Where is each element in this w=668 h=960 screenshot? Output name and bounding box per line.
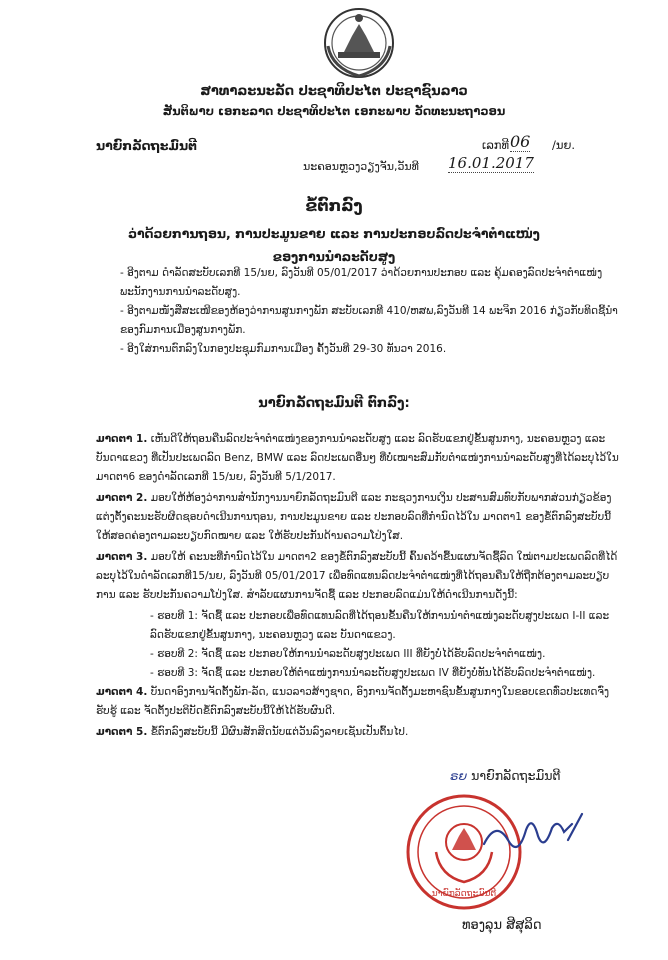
article-3 xyxy=(96,548,624,605)
document-title: ຂໍ້ຕົກລົງ xyxy=(305,196,363,215)
country-name: ສາທາລະນະລັດ ປະຊາທິປະໄຕ ປະຊາຊົນລາວ xyxy=(200,84,468,99)
national-motto: ສັນຕິພາບ ເອກະລາດ ປະຊາທິປະໄຕ ເອກະພາບ ວັດທະນະຖາວອນ xyxy=(162,104,506,118)
issuer-title: ນາຍົກລັດຖະມົນຕີ xyxy=(96,138,197,153)
article-text: ມອບໃຫ້ ຄະນະທີ່ກຳນົດໄວ້ໃນ ມາດຕາ2 ຂອງຂໍ້ຕົກລົງສະບັບນີ້ ຄົ້ນຄວ້າຂື້ນແຜນຈັດຊື້ລົດ ໃໝ່ຕາມປະເພດລົດທີ່ໄດ້ລະບຸໄວ້ໃນດຳລັດເລກທີ15/ນຍ, ລົງວັນທີ 05/01/2017 ເພື່ອທົດແທນລົດປະຈຳຕຳແໜ່ງທີ່ໄດ້ຖອນຄືນໃຫ້ຖືກຕ້ອງຕາມລະບຽບການ ແລະ ຮັບປະກັນຄວາມໂປ່ງໃສ. ສຳລັບແຜນການຈັດຊື້ ແລະ ປະກອບລົດແມ່ນໃຫ້ດຳເນີນການດັ່ງນີ້: xyxy=(96,551,618,601)
article-5 xyxy=(96,723,624,742)
signer-name: ທອງລຸນ ສີສຸລິດ xyxy=(462,918,542,933)
place-label: ນະຄອນຫຼວງວຽງຈັນ,ວັນທີ xyxy=(303,160,419,173)
article-number: ມາດຕາ 3. xyxy=(96,551,148,563)
subtitle-line-1: ວ່າດ້ວຍການຖອນ, ການປະມູນຂາຍ ແລະ ການປະກອບລົດປະຈຳຕຳແໜ່ງ xyxy=(128,226,540,241)
article-text: ບັນດາອົງການຈັດຕັ້ງພັກ-ລັດ, ແນວລາວສ້າງຊາດ, ອົງການຈັດຕັ້ງມະຫາຊົນຂັ້ນສູນກາງໃນຂອບເຂດທົ່ວປະເທດຈົ່ງຮັບຮູ້ ແລະ ຈັດຕັ້ງປະຕິບັດຂໍ້ຕົກລົງສະບັບນີ້ໃຫ້ໄດ້ຮັບຜົນດີ. xyxy=(96,686,610,717)
reference-item: - ອີງໃສ່ການຕົກລົງໃນກອງປະຊຸມກົມການເມືອງ ຄັ້ງວັນທີ 29-30 ທັນວາ 2016. xyxy=(120,343,447,355)
signatory-title xyxy=(450,768,561,783)
article-number: ມາດຕາ 4. xyxy=(96,686,148,698)
document-subtitle xyxy=(0,222,668,268)
number-suffix: /ນຍ. xyxy=(552,138,576,152)
article-text: ເຫັນດີໃຫ້ຖອນຄືນລົດປະຈຳຕຳແໜ່ງຂອງການນຳລະດັບສູງ ແລະ ລົດຮັບແຂກຢູ່ຂັ້ນສູນກາງ, ນະຄອນຫຼວງ ແລະ ບັນດາແຂວງ ທີ່ເປັນປະເພດລົດ Benz, BMW ແລະ ລົດປະເພດອື່ນໆ ທີ່ບໍ່ເໝາະສົມກັບຕຳແໜ່ງການນຳລະດັບສູງທີ່ໄດ້ລະບຸໄວ້ໃນ ມາດຕາ6 ຂອງດຳລັດເລກທີ 15/ນຍ, ລົງວັນທີ 5/1/2017. xyxy=(96,433,619,483)
articles xyxy=(96,430,624,744)
signatory-prefix: ຣຍ xyxy=(450,768,468,783)
signature xyxy=(478,800,588,870)
article-1 xyxy=(96,430,624,487)
bullet-item: - ຮອບທີ 2: ຈັດຊື້ ແລະ ປະກອບໃຫ້ການນຳລະດັບສູງປະເພດ III ທີ່ຍັງບໍ່ໄດ້ຮັບລົດປະຈຳຕຳແໜ່ງ. xyxy=(150,648,546,660)
signatory-title-text: ນາຍົກລັດຖະມົນຕີ xyxy=(471,768,561,783)
article-2 xyxy=(96,489,624,546)
article-4 xyxy=(96,683,624,721)
seal-text: ນາຍົກລັດຖະມົນຕີ xyxy=(431,889,497,899)
article-text: ມອບໃຫ້ຫ້ອງວ່າການສຳນັກງານນາຍົກລັດຖະມົນຕີ ແລະ ກະຊວງການເງິນ ປະສານສົມທົບກັບພາກສ່ວນກ່ຽວຂ້ອງແຕ່ງຕັ້ງຄະນະຮັບຜິດຊອບດຳເນີນການຖອນ, ການປະມູນຂາຍ ແລະ ປະກອບລົດທີ່ກຳນົດໄວ້ໃນ ມາດຕາ1 ຂອງຂໍ້ຕົກລົງສະບັບນີ້ ໃຫ້ສອດຄ່ອງຕາມລະບຽບກົດໝາຍ ແລະ ໃຫ້ຮັບປະກັນດ້ານຄວາມໂປ່ງໃສ. xyxy=(96,492,612,542)
bullet-item: - ຮອບທີ 1: ຈັດຊື້ ແລະ ປະກອບເພື່ອທົດແທນລົດທີ່ໄດ້ຖອນຂັ້ນຄືນໃຫ້ການນຳຕຳແໜ່ງລະດັບສູງປະເພດ I-II ແລະ ລົດຮັບແຂກຢູ່ຂັ້ນສູນກາງ, ນະຄອນຫຼວງ ແລະ ບັນດາແຂວງ. xyxy=(150,610,610,641)
article-number: ມາດຕາ 5. xyxy=(96,726,148,738)
decision-heading: ນາຍົກລັດຖະມົນຕີ ຕົກລົງ: xyxy=(258,396,410,411)
article-text: ຂໍ້ຕົກລົງສະບັບນີ້ ມີຜົນສັກສິດນັບແຕ່ວັນລົງລາຍເຊັນເປັນຕົ້ນໄປ. xyxy=(150,726,409,738)
article-number: ມາດຕາ 2. xyxy=(96,492,148,504)
subtitle-line-2: ຂອງການນຳລະດັບສູງ xyxy=(272,249,396,264)
reference-item: - ອີງຕາມໜັງສືສະເໜີຂອງຫ້ອງວ່າການສູນກາງພັກ ສະບັບເລກທີ 410/ຫສພ,ລົງວັນທີ 14 ພະຈິກ 2016 ກ່ຽວກັບທິດຊີ້ນຳຂອງກົມການເມືອງສູນກາງພັກ. xyxy=(120,305,618,336)
document-number: 06 xyxy=(510,132,531,151)
number-label: ເລກທີ xyxy=(482,138,510,152)
national-emblem xyxy=(318,6,400,80)
bullet-item: - ຮອບທີ 3: ຈັດຊື້ ແລະ ປະກອບໃຫ້ຕຳແໜ່ງການນຳລະດັບສູງປະເພດ IV ທີ່ຍັງບໍ່ທັນໄດ້ຮັບລົດປະຈຳຕຳແໜ່ງ. xyxy=(150,667,596,679)
reference-item: - ອີງຕາມ ດຳລັດສະບັບເລກທີ 15/ນຍ, ລົງວັນທີ 05/01/2017 ວ່າດ້ວຍການປະກອບ ແລະ ຄຸ້ມຄອງລົດປະຈຳຕຳແໜ່ງພະນັກງານການນຳລະດັບສູງ. xyxy=(120,267,603,298)
document-date: 16.01.2017 xyxy=(448,154,534,172)
references xyxy=(120,264,620,359)
article-number: ມາດຕາ 1. xyxy=(96,433,148,445)
